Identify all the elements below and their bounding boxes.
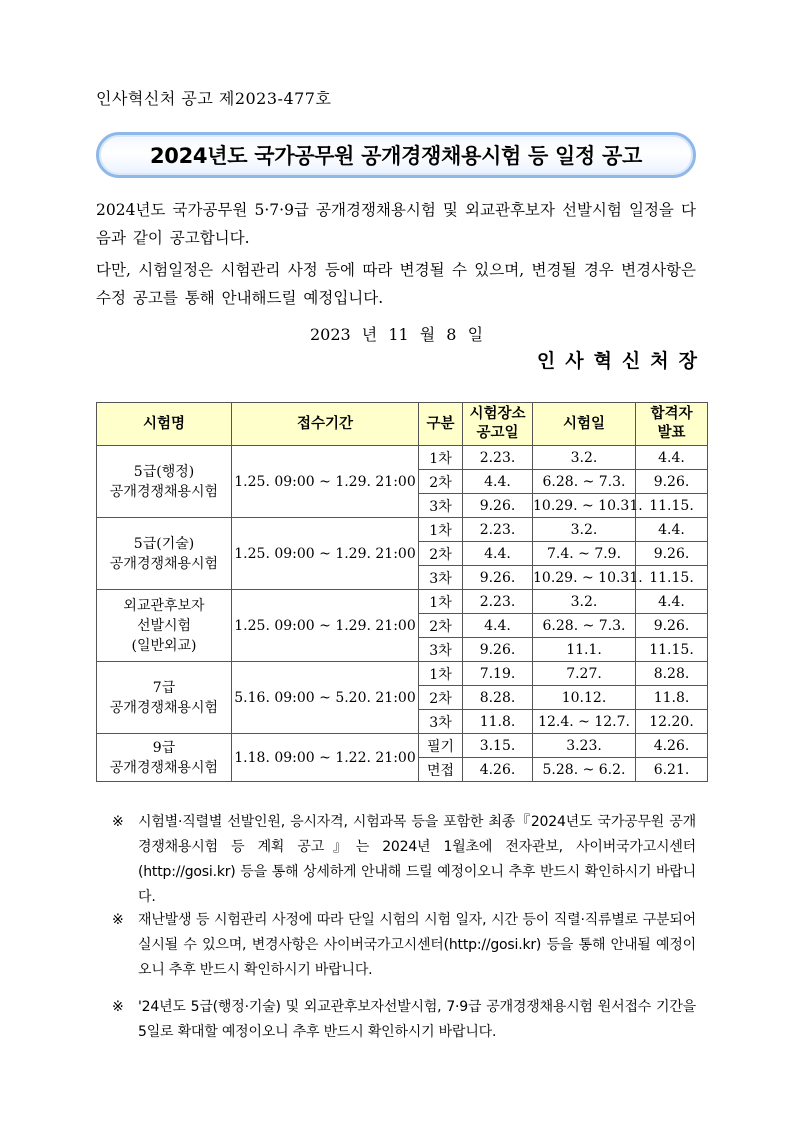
venue-date-cell: 9.26.: [463, 638, 533, 662]
signer: 인사혁신처장: [536, 350, 707, 372]
venue-date-cell: 2.23.: [463, 446, 533, 470]
header-stage: 구분: [419, 403, 463, 446]
result-date-cell: 12.20.: [636, 710, 708, 734]
result-date-cell: 9.26.: [636, 542, 708, 566]
exam-date-cell: 12.4. ~ 12.7.: [533, 710, 636, 734]
table-row: [97, 662, 708, 686]
venue-date-cell: 9.26.: [463, 566, 533, 590]
stage-cell: 2차: [419, 542, 463, 566]
venue-date-cell: 4.4.: [463, 542, 533, 566]
exam-name-line: 7급: [152, 679, 176, 696]
document-title: 2024년도 국가공무원 공개경쟁채용시험 등 일정 공고: [149, 144, 643, 168]
exam-date-cell: 5.28. ~ 6.2.: [533, 758, 636, 782]
note-item: [112, 995, 696, 1045]
note-text: 시험별·직렬별 선발인원, 응시자격, 시험과목 등을 포함한 최종『2024년도 국가공무원 공개경쟁채용시험 등 계획 공고』는 2024년 1월초에 전자관보, 사이버국가고시센터(http://gosi.kr) 등을 통해 상세하게 안내해 드릴 예정이오니 추후 반드시 확인하시기 바랍니다.: [138, 814, 696, 905]
header-venue-notice: [463, 403, 533, 446]
venue-date-cell: 2.23.: [463, 590, 533, 614]
exam-name-line: 선발시험: [136, 617, 192, 634]
exam-name-line: 외교관후보자: [123, 597, 205, 614]
header-exam-date: 시험일: [533, 403, 636, 446]
exam-name-cell: [97, 518, 232, 590]
stage-cell: 1차: [419, 446, 463, 470]
venue-date-cell: 4.4.: [463, 614, 533, 638]
exam-date-cell: 7.27.: [533, 662, 636, 686]
application-period-cell: 1.25. 09:00 ~ 1.29. 21:00: [232, 518, 419, 590]
exam-date-cell: 10.29. ~ 10.31.: [533, 494, 636, 518]
exam-date-cell: 6.28. ~ 7.3.: [533, 470, 636, 494]
reference-mark: ※: [112, 814, 124, 830]
exam-name-line: 공개경쟁채용시험: [109, 483, 219, 500]
application-period-cell: 1.25. 09:00 ~ 1.29. 21:00: [232, 446, 419, 518]
exam-name-line: 9급: [152, 739, 176, 756]
exam-name-line: 공개경쟁채용시험: [109, 555, 219, 572]
notice-paragraph: 다만, 시험일정은 시험관리 사정 등에 따라 변경될 수 있으며, 변경될 경우 변경사항은 수정 공고를 통해 안내해드릴 예정입니다.: [96, 261, 696, 307]
result-date-cell: 11.15.: [636, 494, 708, 518]
stage-cell: 3차: [419, 638, 463, 662]
note-item: [112, 908, 696, 983]
document-number: 인사혁신처 공고 제2023-477호: [96, 89, 332, 108]
application-period-cell: 5.16. 09:00 ~ 5.20. 21:00: [232, 662, 419, 734]
stage-cell: 3차: [419, 566, 463, 590]
result-date-cell: 8.28.: [636, 662, 708, 686]
result-date-cell: 11.8.: [636, 686, 708, 710]
exam-name-line: 5급(행정): [133, 463, 195, 480]
stage-cell: 2차: [419, 686, 463, 710]
exam-name-cell: [97, 446, 232, 518]
application-period-cell: 1.25. 09:00 ~ 1.29. 21:00: [232, 590, 419, 662]
schedule-table: [96, 402, 708, 782]
venue-date-cell: 4.26.: [463, 758, 533, 782]
result-date-cell: 11.15.: [636, 566, 708, 590]
stage-cell: 3차: [419, 710, 463, 734]
header-result: [636, 403, 708, 446]
exam-date-cell: 3.2.: [533, 518, 636, 542]
table-row: [97, 590, 708, 614]
venue-date-cell: 7.19.: [463, 662, 533, 686]
header-venue-line1: 시험장소: [469, 406, 526, 422]
note-text: 재난발생 등 시험관리 사정에 따라 단일 시험의 시험 일자, 시간 등이 직렬·직류별로 구분되어 실시될 수 있으며, 변경사항은 사이버국가고시센터(http://gosi.kr) 등을 통해 안내될 예정이오니 추후 반드시 확인하시기 바랍니다.: [138, 912, 696, 978]
result-date-cell: 4.4.: [636, 446, 708, 470]
exam-name-line: 공개경쟁채용시험: [109, 759, 219, 776]
stage-cell: 필기: [419, 734, 463, 758]
note-text: '24년도 5급(행정·기술) 및 외교관후보자선발시험, 7·9급 공개경쟁채용시험 원서접수 기간을 5일로 확대할 예정이오니 추후 반드시 확인하시기 바랍니다.: [138, 999, 696, 1040]
announcement-date: 2023 년 11 월 8 일: [309, 325, 484, 344]
exam-date-cell: 7.4. ~ 7.9.: [533, 542, 636, 566]
result-date-cell: 9.26.: [636, 470, 708, 494]
stage-cell: 1차: [419, 662, 463, 686]
exam-date-cell: 3.2.: [533, 590, 636, 614]
exam-date-cell: 10.29. ~ 10.31.: [533, 566, 636, 590]
table-row: [97, 734, 708, 758]
header-venue-line2: 공고일: [476, 425, 519, 441]
venue-date-cell: 3.15.: [463, 734, 533, 758]
venue-date-cell: 11.8.: [463, 710, 533, 734]
exam-date-cell: 11.1.: [533, 638, 636, 662]
exam-name-line: 공개경쟁채용시험: [109, 699, 219, 716]
exam-name-cell: [97, 662, 232, 734]
result-date-cell: 11.15.: [636, 638, 708, 662]
table-header-row: [97, 403, 708, 446]
intro-paragraph: 2024년도 국가공무원 5·7·9급 공개경쟁채용시험 및 외교관후보자 선발시험 일정을 다음과 같이 공고합니다.: [96, 201, 696, 247]
table-row: [97, 518, 708, 542]
exam-date-cell: 3.23.: [533, 734, 636, 758]
exam-date-cell: 10.12.: [533, 686, 636, 710]
venue-date-cell: 4.4.: [463, 470, 533, 494]
header-result-line1: 합격자: [650, 406, 693, 422]
reference-mark: ※: [112, 999, 124, 1015]
result-date-cell: 9.26.: [636, 614, 708, 638]
result-date-cell: 4.4.: [636, 518, 708, 542]
table-row: [97, 446, 708, 470]
stage-cell: 1차: [419, 518, 463, 542]
stage-cell: 2차: [419, 614, 463, 638]
header-result-line2: 발표: [657, 425, 686, 441]
reference-mark: ※: [112, 912, 124, 928]
result-date-cell: 6.21.: [636, 758, 708, 782]
stage-cell: 3차: [419, 494, 463, 518]
header-exam-name: 시험명: [97, 403, 232, 446]
venue-date-cell: 2.23.: [463, 518, 533, 542]
result-date-cell: 4.26.: [636, 734, 708, 758]
exam-name-cell: [97, 734, 232, 782]
exam-date-cell: 3.2.: [533, 446, 636, 470]
venue-date-cell: 9.26.: [463, 494, 533, 518]
application-period-cell: 1.18. 09:00 ~ 1.22. 21:00: [232, 734, 419, 782]
stage-cell: 1차: [419, 590, 463, 614]
exam-name-cell: [97, 590, 232, 662]
exam-name-line: (일반외교): [131, 637, 197, 654]
result-date-cell: 4.4.: [636, 590, 708, 614]
exam-date-cell: 6.28. ~ 7.3.: [533, 614, 636, 638]
exam-name-line: 5급(기술): [133, 535, 195, 552]
stage-cell: 면접: [419, 758, 463, 782]
header-application-period: 접수기간: [232, 403, 419, 446]
stage-cell: 2차: [419, 470, 463, 494]
note-item: [112, 810, 696, 910]
venue-date-cell: 8.28.: [463, 686, 533, 710]
title-banner: [96, 132, 696, 178]
